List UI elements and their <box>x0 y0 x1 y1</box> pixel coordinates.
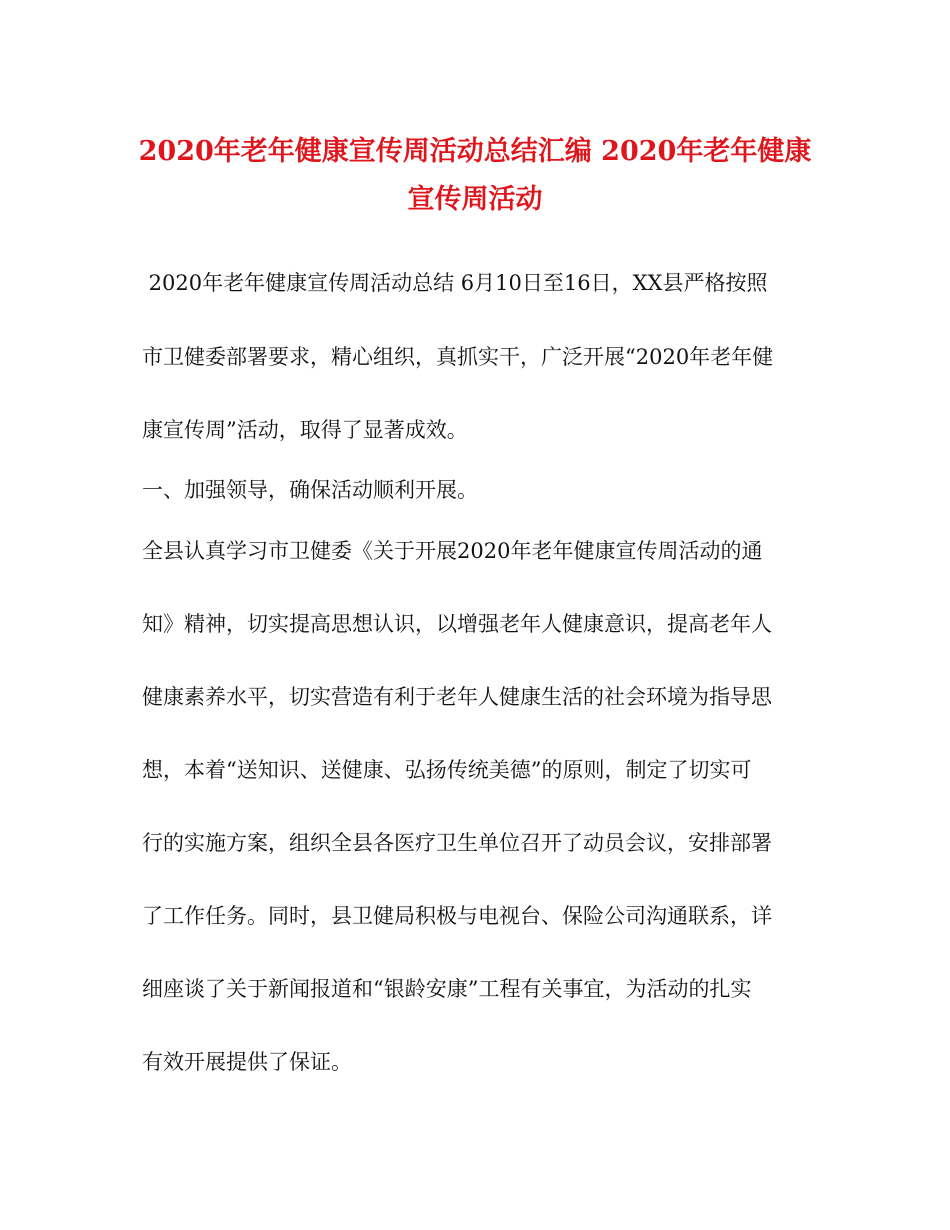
body-line-8: 有效开展提供了保证。 <box>142 1050 352 1074</box>
section-heading: 一、加强领导，确保活动顺利开展。 <box>142 478 478 502</box>
body-line-3: 健康素养水平，切实营造有利于老年人健康生活的社会环境为指导思 <box>142 685 772 709</box>
intro-line-2: 市卫健委部署要求，精心组织，真抓实干，广泛开展“2020年老年健 <box>142 345 774 369</box>
intro-line-1: 2020年老年健康宣传周活动总结 6月10日至16日，XX县严格按照 <box>142 271 768 295</box>
document-title-line-2: 宣传周活动 <box>407 184 543 215</box>
document-title-line-1: 2020年老年健康宣传周活动总结汇编 2020年老年健康 <box>138 136 812 167</box>
body-line-5: 行的实施方案，组织全县各医疗卫生单位召开了动员会议，安排部署 <box>142 831 772 855</box>
body-line-2: 知》精神，切实提高思想认识，以增强老年人健康意识，提高老年人 <box>142 612 772 636</box>
body-line-1: 全县认真学习市卫健委《关于开展2020年老年健康宣传周活动的通 <box>142 539 763 563</box>
body-line-6: 了工作任务。同时，县卫健局积极与电视台、保险公司沟通联系，详 <box>142 904 772 928</box>
body-line-4: 想，本着“送知识、送健康、弘扬传统美德”的原则，制定了切实可 <box>142 758 752 782</box>
body-line-7: 细座谈了关于新闻报道和“银龄安康”工程有关事宜，为活动的扎实 <box>142 977 752 1001</box>
intro-line-3: 康宣传周”活动，取得了显著成效。 <box>142 418 468 442</box>
